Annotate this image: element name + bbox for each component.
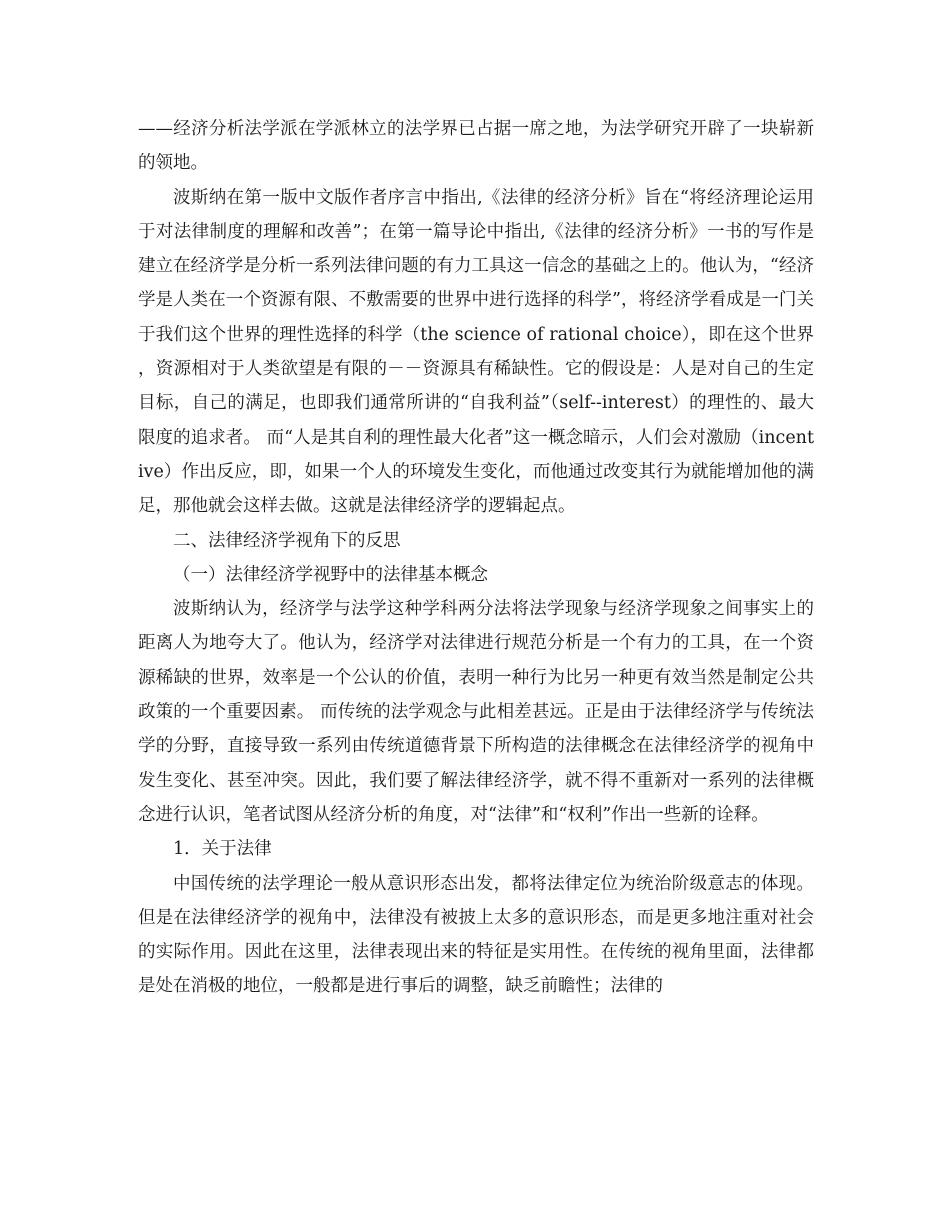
document-body (138, 112, 814, 1004)
item-heading: 1．关于法律 (173, 839, 272, 860)
paragraph-continuation: ——经济分析法学派在学派林立的法学界已占据一席之地，为法学研究开辟了一块崭新的领地。 (138, 119, 814, 174)
paragraph-posner-preface: 波斯纳在第一版中文版作者序言中指出,《法律的经济分析》旨在“将经济理论运用于对法律制度的理解和改善”；在第一篇导论中指出,《法律的经济分析》一书的写作是建立在经济学是分析一系列法律问题的有力工具这一信念的基础之上的。他认为，“经济学是人类在一个资源有限、不敷需要的世界中进行选择的科学”，将经济学看成是一门关于我们这个世界的理性选择的科学（the science of rational choice），即在这个世界，资源相对于人类欲望是有限的－－资源具有稀缺性。它的假设是：人是对自己的生定目标，自己的满足，也即我们通常所讲的“自我利益”（self--interest）的理性的、最大限度的追求者。 而“人是其自利的理性最大化者”这一概念暗示，人们会对激励（incentive）作出反应，即，如果一个人的环境发生变化，而他通过改变其行为就能增加他的满足，那他就会这样去做。这就是法律经济学的逻辑起点。 (138, 187, 814, 517)
subsection-heading: （一）法律经济学视野中的法律基本概念 (173, 564, 488, 585)
paragraph-about-law: 中国传统的法学理论一般从意识形态出发，都将法律定位为统治阶级意志的体现。但是在法律经济学的视角中，法律没有被披上太多的意识形态，而是更多地注重对社会的实际作用。因此在这里，法律表现出来的特征是实用性。在传统的视角里面，法律都是处在消极的地位，一般都是进行事后的调整，缺乏前瞻性；法律的 (138, 873, 814, 997)
paragraph-posner-view: 波斯纳认为，经济学与法学这种学科两分法将法学现象与经济学现象之间事实上的距离人为地夸大了。他认为，经济学对法律进行规范分析是一个有力的工具，在一个资源稀缺的世界，效率是一个公认的价值，表明一种行为比另一种更有效当然是制定公共政策的一个重要因素。 而传统的法学观念与此相差甚远。正是由于法律经济学与传统法学的分野，直接导致一系列由传统道德背景下所构造的法律概念在法律经济学的视角中发生变化、甚至冲突。因此，我们要了解法律经济学，就不得不重新对一系列的法律概念进行认识，笔者试图从经济分析的角度，对“法律”和“权利”作出一些新的诠释。 (138, 599, 814, 825)
section-heading: 二、法律经济学视角下的反思 (173, 530, 401, 551)
